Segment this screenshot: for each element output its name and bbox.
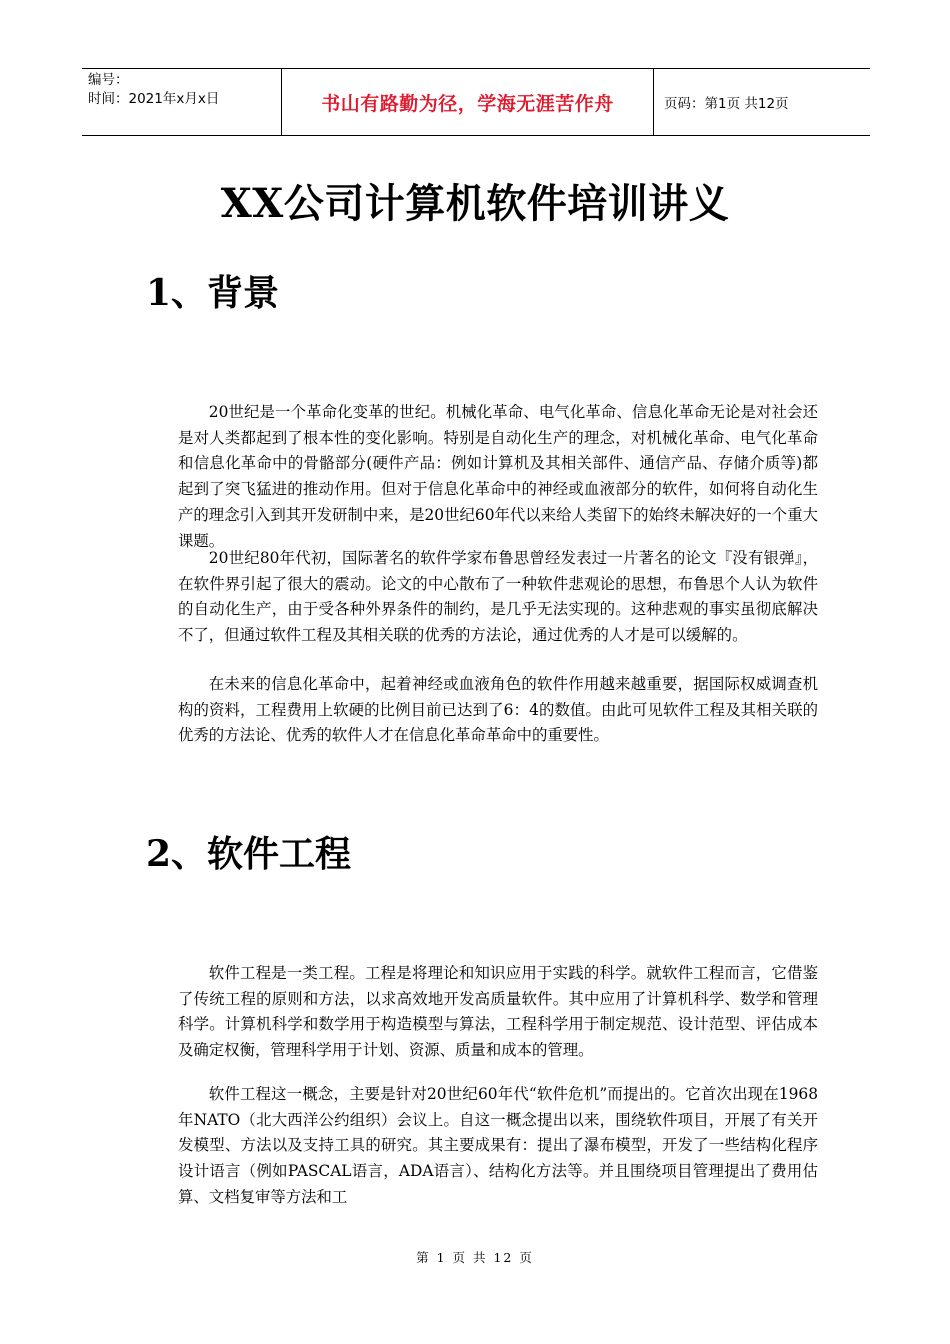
number-label: 编号： — [88, 72, 129, 88]
paragraph: 20世纪是一个革命化变革的世纪。机械化革命、电气化革命、信息化革命无论是对社会还是对人类都起到了根本性的变化影响。特别是自动化生产的理念，对机械化革命、电气化革命和信息化革命中的骨骼部分(硬件产品：例如计算机及其相关部件、通信产品、存储介质等)都起到了突飞猛进的推动作用。但对于信息化革命中的神经或血液部分的软件，如何将自动化生产的理念引入到其开发研制中来，是20世纪60年代以来给人类留下的始终未解决好的一个重大课题。 — [178, 403, 818, 550]
header-page-info: 页码：第1页 共12页 — [664, 96, 789, 112]
paragraph: 在未来的信息化革命中，起着神经或血液角色的软件作用越来越重要，据国际权威调查机构的资料，工程费用上软硬的比例目前已达到了6：4的数值。由此可见软件工程及其相关联的优秀的方法论、优秀的软件人才在信息化革命革命中的重要性。 — [178, 675, 818, 745]
time-label: 时间：2021年x月x日 — [88, 91, 220, 107]
section-heading-background: 1、背景 — [146, 272, 280, 314]
header-table — [82, 68, 870, 136]
section-heading-software-engineering: 2、软件工程 — [146, 833, 352, 875]
page-footer: 第 1 页 共 12 页 — [416, 1250, 534, 1265]
header-motto: 书山有路勤为径，学海无涯苦作舟 — [282, 69, 654, 135]
paragraph: 软件工程这一概念，主要是针对20世纪60年代“软件危机”而提出的。它首次出现在1968年NATO（北大西洋公约组织）会议上。自这一概念提出以来，围绕软件项目，开展了有关开发模型、方法以及支持工具的研究。其主要成果有：提出了瀑布模型，开发了一些结构化程序设计语言（例如PASCAL语言，ADA语言）、结构化方法等。并且围绕项目管理提出了费用估算、文档复审等方法和工 — [178, 1085, 818, 1206]
header-meta-cell — [82, 69, 282, 135]
paragraph: 20世纪80年代初，国际著名的软件学家布鲁思曾经发表过一片著名的论文『没有银弹』，在软件界引起了很大的震动。论文的中心散布了一种软件悲观论的思想，布鲁思个人认为软件的自动化生产，由于受各种外界条件的制约，是几乎无法实现的。这种悲观的事实虽彻底解决不了，但通过软件工程及其相关联的优秀的方法论，通过优秀的人才是可以缓解的。 — [178, 549, 818, 645]
paragraph: 软件工程是一类工程。工程是将理论和知识应用于实践的科学。就软件工程而言，它借鉴了传统工程的原则和方法，以求高效地开发高质量软件。其中应用了计算机科学、数学和管理科学。计算机科学和数学用于构造模型与算法，工程科学用于制定规范、设计范型、评估成本及确定权衡，管理科学用于计划、资源、质量和成本的管理。 — [178, 964, 818, 1060]
document-title: XX公司计算机软件培训讲义 — [220, 180, 730, 227]
